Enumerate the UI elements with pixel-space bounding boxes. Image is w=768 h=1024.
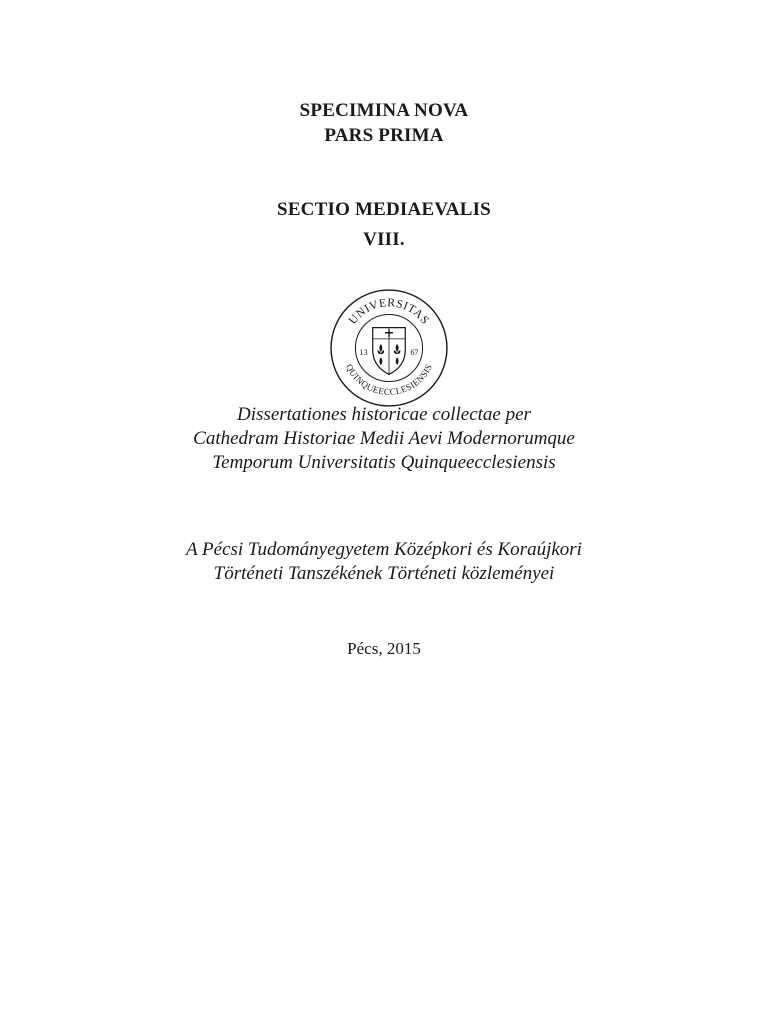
seal-upper-text: UNIVERSITAS: [346, 296, 432, 327]
latin-description: [0, 403, 768, 475]
volume-number: VIII.: [363, 229, 405, 250]
seal-lower-text: QUINQUEECCLESIENSIS: [343, 362, 435, 397]
section-title: [0, 197, 768, 252]
latin-description-line-1: Dissertationes historicae collectae per: [237, 404, 531, 425]
series-title-line-2: PARS PRIMA: [324, 125, 444, 146]
hungarian-description-line-1: A Pécsi Tudományegyetem Középkori és Koraújkori: [186, 539, 582, 560]
university-seal-icon: [328, 287, 450, 409]
seal-year-right: 67: [410, 348, 419, 358]
latin-description-line-3: Temporum Universitatis Quinqueecclesiensis: [212, 452, 556, 473]
seal-cross-icon: [385, 330, 393, 337]
section-name: SECTIO MEDIAEVALIS: [277, 199, 491, 220]
series-title-line-1: SPECIMINA NOVA: [299, 100, 469, 121]
imprint: [0, 638, 768, 660]
latin-description-line-2: Cathedram Historiae Medii Aevi Modernorumque: [193, 428, 575, 449]
hungarian-description: [0, 538, 768, 586]
seal-year-left: 13: [359, 348, 368, 358]
hungarian-description-line-2: Történeti Tanszékének Történeti közleményei: [213, 563, 555, 584]
series-title: [0, 98, 768, 148]
imprint-place-year: Pécs, 2015: [347, 639, 421, 658]
